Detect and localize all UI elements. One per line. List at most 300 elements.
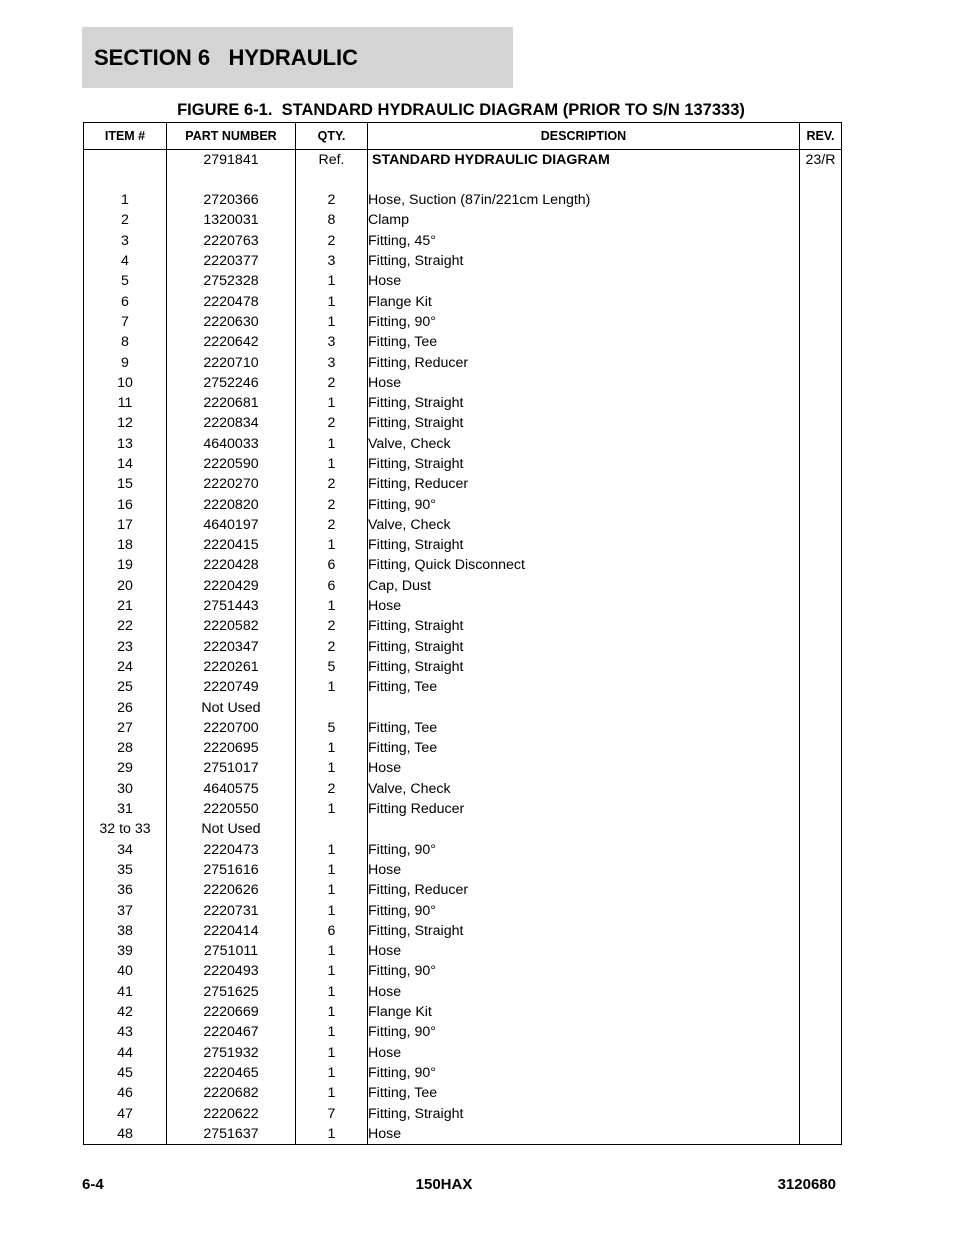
rev-cell (800, 758, 842, 778)
part-number-cell: 2220731 (167, 900, 296, 920)
spacer-row (84, 170, 842, 190)
table-row (84, 251, 842, 271)
table-row (84, 576, 842, 596)
item-number-cell: 19 (84, 555, 167, 575)
figure-title: FIGURE 6-1. STANDARD HYDRAULIC DIAGRAM (PRIOR TO S/N 137333) (177, 101, 745, 119)
quantity-cell: 1 (296, 860, 368, 880)
description-cell: Fitting Reducer (368, 799, 800, 819)
part-number-cell: 2220630 (167, 312, 296, 332)
item-number-cell: 48 (84, 1124, 167, 1145)
item-number-cell: 2 (84, 210, 167, 230)
part-number-cell: 2751616 (167, 860, 296, 880)
quantity-cell: 1 (296, 454, 368, 474)
rev-cell (800, 921, 842, 941)
description-cell: Hose (368, 596, 800, 616)
part-number-cell: 2220695 (167, 738, 296, 758)
item-number-cell: 47 (84, 1103, 167, 1123)
table-row (84, 819, 842, 839)
description-cell: Fitting, Straight (368, 637, 800, 657)
part-number-cell: 2220681 (167, 393, 296, 413)
quantity-cell: 5 (296, 657, 368, 677)
ref-rev: 23/R (800, 150, 842, 171)
item-number-cell: 32 to 33 (84, 819, 167, 839)
quantity-cell: 2 (296, 779, 368, 799)
rev-cell (800, 332, 842, 352)
item-number-cell: 10 (84, 373, 167, 393)
quantity-cell: 1 (296, 758, 368, 778)
table-row (84, 982, 842, 1002)
item-number-cell: 31 (84, 799, 167, 819)
rev-cell (800, 657, 842, 677)
description-cell: Hose (368, 1042, 800, 1062)
table-row (84, 657, 842, 677)
quantity-cell: 1 (296, 1124, 368, 1145)
quantity-cell: 1 (296, 434, 368, 454)
table-row (84, 291, 842, 311)
item-number-cell: 39 (84, 941, 167, 961)
rev-cell (800, 251, 842, 271)
description-cell: Fitting, Reducer (368, 474, 800, 494)
rev-cell (800, 799, 842, 819)
rev-cell (800, 413, 842, 433)
table-row (84, 535, 842, 555)
description-cell: Fitting, 90° (368, 312, 800, 332)
quantity-cell: 1 (296, 291, 368, 311)
description-cell (368, 697, 800, 717)
table-row (84, 1083, 842, 1103)
part-number-cell: 2220467 (167, 1022, 296, 1042)
part-number-cell: 2220682 (167, 1083, 296, 1103)
quantity-cell: 8 (296, 210, 368, 230)
description-cell: Valve, Check (368, 515, 800, 535)
quantity-cell: 1 (296, 982, 368, 1002)
description-cell: Fitting, Straight (368, 1103, 800, 1123)
description-cell: Fitting, 90° (368, 900, 800, 920)
quantity-cell: 1 (296, 393, 368, 413)
item-number-cell: 23 (84, 637, 167, 657)
rev-cell (800, 434, 842, 454)
ref-qty: Ref. (296, 150, 368, 171)
rev-cell (800, 231, 842, 251)
col-header-description: DESCRIPTION (368, 123, 800, 150)
description-cell: Fitting, 45° (368, 231, 800, 251)
part-number-cell: 2220261 (167, 657, 296, 677)
part-number-cell: 2720366 (167, 190, 296, 210)
table-row (84, 332, 842, 352)
description-cell: Fitting, Straight (368, 921, 800, 941)
item-number-cell: 9 (84, 352, 167, 372)
part-number-cell: 2220473 (167, 840, 296, 860)
part-number-cell: 2220550 (167, 799, 296, 819)
col-header-qty: QTY. (296, 123, 368, 150)
item-number-cell: 25 (84, 677, 167, 697)
table-row (84, 1124, 842, 1145)
rev-cell (800, 1002, 842, 1022)
item-number-cell: 43 (84, 1022, 167, 1042)
item-number-cell: 20 (84, 576, 167, 596)
rev-cell (800, 494, 842, 514)
description-cell: Hose (368, 373, 800, 393)
description-cell: Hose (368, 941, 800, 961)
quantity-cell: 2 (296, 494, 368, 514)
rev-cell (800, 961, 842, 981)
part-number-cell: 1320031 (167, 210, 296, 230)
rev-cell (800, 840, 842, 860)
table-row (84, 779, 842, 799)
table-row (84, 738, 842, 758)
rev-cell (800, 860, 842, 880)
description-cell: Fitting, Straight (368, 413, 800, 433)
quantity-cell: 2 (296, 474, 368, 494)
part-number-cell: 2751637 (167, 1124, 296, 1145)
description-cell: Flange Kit (368, 291, 800, 311)
part-number-cell: 2220710 (167, 352, 296, 372)
table-row (84, 1103, 842, 1123)
description-cell: Fitting, Straight (368, 616, 800, 636)
quantity-cell: 2 (296, 616, 368, 636)
quantity-cell: 1 (296, 535, 368, 555)
table-row (84, 961, 842, 981)
rev-cell (800, 738, 842, 758)
quantity-cell: 1 (296, 941, 368, 961)
part-number-cell: Not Used (167, 697, 296, 717)
quantity-cell: 6 (296, 555, 368, 575)
table-row (84, 900, 842, 920)
description-cell: Fitting, Reducer (368, 352, 800, 372)
item-number-cell: 12 (84, 413, 167, 433)
description-cell: Fitting, Tee (368, 677, 800, 697)
item-number-cell: 46 (84, 1083, 167, 1103)
rev-cell (800, 474, 842, 494)
description-cell: Fitting, Tee (368, 332, 800, 352)
item-number-cell: 40 (84, 961, 167, 981)
item-number-cell: 26 (84, 697, 167, 717)
quantity-cell: 7 (296, 1103, 368, 1123)
part-number-cell: 2220478 (167, 291, 296, 311)
ref-description: STANDARD HYDRAULIC DIAGRAM (368, 150, 800, 171)
description-cell: Fitting, 90° (368, 961, 800, 981)
footer-model: 150HAX (415, 1176, 473, 1193)
table-row (84, 393, 842, 413)
item-number-cell: 1 (84, 190, 167, 210)
part-number-cell: 2220622 (167, 1103, 296, 1123)
quantity-cell: 1 (296, 596, 368, 616)
item-number-cell: 7 (84, 312, 167, 332)
rev-cell (800, 1063, 842, 1083)
quantity-cell: 1 (296, 880, 368, 900)
item-number-cell: 21 (84, 596, 167, 616)
rev-cell (800, 596, 842, 616)
table-row (84, 677, 842, 697)
description-cell: Fitting, Tee (368, 1083, 800, 1103)
table-row (84, 210, 842, 230)
part-number-cell: 2220834 (167, 413, 296, 433)
quantity-cell: 6 (296, 921, 368, 941)
rev-cell (800, 880, 842, 900)
quantity-cell: 1 (296, 1022, 368, 1042)
item-number-cell: 14 (84, 454, 167, 474)
item-number-cell: 3 (84, 231, 167, 251)
table-row (84, 515, 842, 535)
quantity-cell: 1 (296, 312, 368, 332)
table-row (84, 921, 842, 941)
quantity-cell: 1 (296, 900, 368, 920)
part-number-cell: 2220465 (167, 1063, 296, 1083)
part-number-cell: 2220582 (167, 616, 296, 636)
part-number-cell: 2751625 (167, 982, 296, 1002)
quantity-cell: 6 (296, 576, 368, 596)
table-row (84, 941, 842, 961)
rev-cell (800, 373, 842, 393)
table-row (84, 840, 842, 860)
item-number-cell: 44 (84, 1042, 167, 1062)
table-row (84, 637, 842, 657)
part-number-cell: 2220415 (167, 535, 296, 555)
description-cell: Hose (368, 982, 800, 1002)
table-row (84, 271, 842, 291)
part-number-cell: 2220270 (167, 474, 296, 494)
item-number-cell: 38 (84, 921, 167, 941)
table-header-row (84, 123, 842, 150)
part-number-cell: 2220414 (167, 921, 296, 941)
quantity-cell: 2 (296, 515, 368, 535)
description-cell: Fitting, Tee (368, 738, 800, 758)
quantity-cell (296, 697, 368, 717)
description-cell: Hose (368, 860, 800, 880)
item-number-cell: 11 (84, 393, 167, 413)
quantity-cell: 1 (296, 738, 368, 758)
part-number-cell: 2220700 (167, 718, 296, 738)
ref-part-number: 2791841 (167, 150, 296, 171)
description-cell: Valve, Check (368, 779, 800, 799)
quantity-cell: 2 (296, 637, 368, 657)
table-row (84, 434, 842, 454)
rev-cell (800, 312, 842, 332)
quantity-cell: 2 (296, 413, 368, 433)
item-number-cell: 18 (84, 535, 167, 555)
rev-cell (800, 535, 842, 555)
quantity-cell: 1 (296, 677, 368, 697)
table-row (84, 697, 842, 717)
quantity-cell: 1 (296, 1063, 368, 1083)
rev-cell (800, 1124, 842, 1145)
part-number-cell: 4640197 (167, 515, 296, 535)
rev-cell (800, 900, 842, 920)
table-row (84, 231, 842, 251)
quantity-cell: 1 (296, 1083, 368, 1103)
part-number-cell: 4640033 (167, 434, 296, 454)
part-number-cell: 2220820 (167, 494, 296, 514)
item-number-cell: 24 (84, 657, 167, 677)
description-cell: Fitting, Quick Disconnect (368, 555, 800, 575)
part-number-cell: 2220428 (167, 555, 296, 575)
rev-cell (800, 576, 842, 596)
item-number-cell: 15 (84, 474, 167, 494)
item-number-cell: 16 (84, 494, 167, 514)
item-number-cell: 17 (84, 515, 167, 535)
part-number-cell: 2751443 (167, 596, 296, 616)
table-row (84, 758, 842, 778)
part-number-cell: 2220347 (167, 637, 296, 657)
description-cell: Fitting, 90° (368, 1063, 800, 1083)
rev-cell (800, 1083, 842, 1103)
quantity-cell: 2 (296, 231, 368, 251)
description-cell: Fitting, Reducer (368, 880, 800, 900)
description-cell: Fitting, 90° (368, 494, 800, 514)
rev-cell (800, 941, 842, 961)
description-cell: Hose (368, 758, 800, 778)
part-number-cell: 2751011 (167, 941, 296, 961)
item-number-cell: 5 (84, 271, 167, 291)
table-row (84, 1063, 842, 1083)
rev-cell (800, 555, 842, 575)
description-cell: Fitting, 90° (368, 840, 800, 860)
table-row (84, 373, 842, 393)
col-header-rev: REV. (800, 123, 842, 150)
col-header-item: ITEM # (84, 123, 167, 150)
rev-cell (800, 637, 842, 657)
rev-cell (800, 718, 842, 738)
table-row (84, 1002, 842, 1022)
description-cell: Hose (368, 1124, 800, 1145)
item-number-cell: 30 (84, 779, 167, 799)
item-number-cell: 45 (84, 1063, 167, 1083)
rev-cell (800, 190, 842, 210)
item-number-cell: 42 (84, 1002, 167, 1022)
rev-cell (800, 1103, 842, 1123)
description-cell: Fitting, 90° (368, 1022, 800, 1042)
quantity-cell (296, 819, 368, 839)
part-number-cell: 2220669 (167, 1002, 296, 1022)
quantity-cell: 1 (296, 840, 368, 860)
item-number-cell: 6 (84, 291, 167, 311)
part-number-cell: 2752328 (167, 271, 296, 291)
ref-item (84, 150, 167, 171)
table-row (84, 555, 842, 575)
table-row (84, 799, 842, 819)
quantity-cell: 1 (296, 799, 368, 819)
item-number-cell: 35 (84, 860, 167, 880)
part-number-cell: 4640575 (167, 779, 296, 799)
part-number-cell: 2751017 (167, 758, 296, 778)
table-row (84, 474, 842, 494)
description-cell: Flange Kit (368, 1002, 800, 1022)
quantity-cell: 2 (296, 190, 368, 210)
item-number-cell: 22 (84, 616, 167, 636)
part-number-cell: 2752246 (167, 373, 296, 393)
quantity-cell: 5 (296, 718, 368, 738)
quantity-cell: 3 (296, 251, 368, 271)
item-number-cell: 29 (84, 758, 167, 778)
quantity-cell: 1 (296, 271, 368, 291)
table-row (84, 454, 842, 474)
table-row (84, 860, 842, 880)
table-row (84, 413, 842, 433)
table-row (84, 312, 842, 332)
part-number-cell: 2751932 (167, 1042, 296, 1062)
reference-row (84, 150, 842, 171)
item-number-cell: 37 (84, 900, 167, 920)
table-row (84, 352, 842, 372)
description-cell: Fitting, Straight (368, 393, 800, 413)
rev-cell (800, 677, 842, 697)
description-cell (368, 819, 800, 839)
item-number-cell: 4 (84, 251, 167, 271)
rev-cell (800, 819, 842, 839)
table-row (84, 596, 842, 616)
description-cell: Hose (368, 271, 800, 291)
item-number-cell: 34 (84, 840, 167, 860)
description-cell: Hose, Suction (87in/221cm Length) (368, 190, 800, 210)
footer-doc-number: 3120680 (777, 1176, 836, 1193)
rev-cell (800, 393, 842, 413)
item-number-cell: 41 (84, 982, 167, 1002)
rev-cell (800, 1042, 842, 1062)
part-number-cell: 2220590 (167, 454, 296, 474)
item-number-cell: 8 (84, 332, 167, 352)
description-cell: Cap, Dust (368, 576, 800, 596)
part-number-cell: 2220493 (167, 961, 296, 981)
section-header (82, 27, 513, 88)
part-number-cell: Not Used (167, 819, 296, 839)
rev-cell (800, 515, 842, 535)
rev-cell (800, 779, 842, 799)
quantity-cell: 3 (296, 332, 368, 352)
quantity-cell: 3 (296, 352, 368, 372)
rev-cell (800, 271, 842, 291)
table-row (84, 718, 842, 738)
description-cell: Fitting, Straight (368, 251, 800, 271)
col-header-part-number: PART NUMBER (167, 123, 296, 150)
table-row (84, 1042, 842, 1062)
rev-cell (800, 352, 842, 372)
part-number-cell: 2220377 (167, 251, 296, 271)
parts-table (83, 122, 842, 1145)
rev-cell (800, 454, 842, 474)
table-row (84, 190, 842, 210)
table-row (84, 494, 842, 514)
description-cell: Fitting, Straight (368, 657, 800, 677)
quantity-cell: 2 (296, 373, 368, 393)
rev-cell (800, 697, 842, 717)
table-row (84, 616, 842, 636)
quantity-cell: 1 (296, 1042, 368, 1062)
table-row (84, 1022, 842, 1042)
description-cell: Fitting, Tee (368, 718, 800, 738)
part-number-cell: 2220429 (167, 576, 296, 596)
rev-cell (800, 616, 842, 636)
description-cell: Fitting, Straight (368, 535, 800, 555)
rev-cell (800, 982, 842, 1002)
quantity-cell: 1 (296, 1002, 368, 1022)
description-cell: Clamp (368, 210, 800, 230)
part-number-cell: 2220749 (167, 677, 296, 697)
description-cell: Fitting, Straight (368, 454, 800, 474)
section-title: SECTION 6 HYDRAULIC (94, 44, 359, 70)
item-number-cell: 36 (84, 880, 167, 900)
part-number-cell: 2220626 (167, 880, 296, 900)
description-cell: Valve, Check (368, 434, 800, 454)
rev-cell (800, 291, 842, 311)
rev-cell (800, 1022, 842, 1042)
rev-cell (800, 210, 842, 230)
table-row (84, 880, 842, 900)
part-number-cell: 2220763 (167, 231, 296, 251)
quantity-cell: 1 (296, 961, 368, 981)
footer-page-number: 6-4 (82, 1176, 104, 1193)
item-number-cell: 13 (84, 434, 167, 454)
item-number-cell: 27 (84, 718, 167, 738)
